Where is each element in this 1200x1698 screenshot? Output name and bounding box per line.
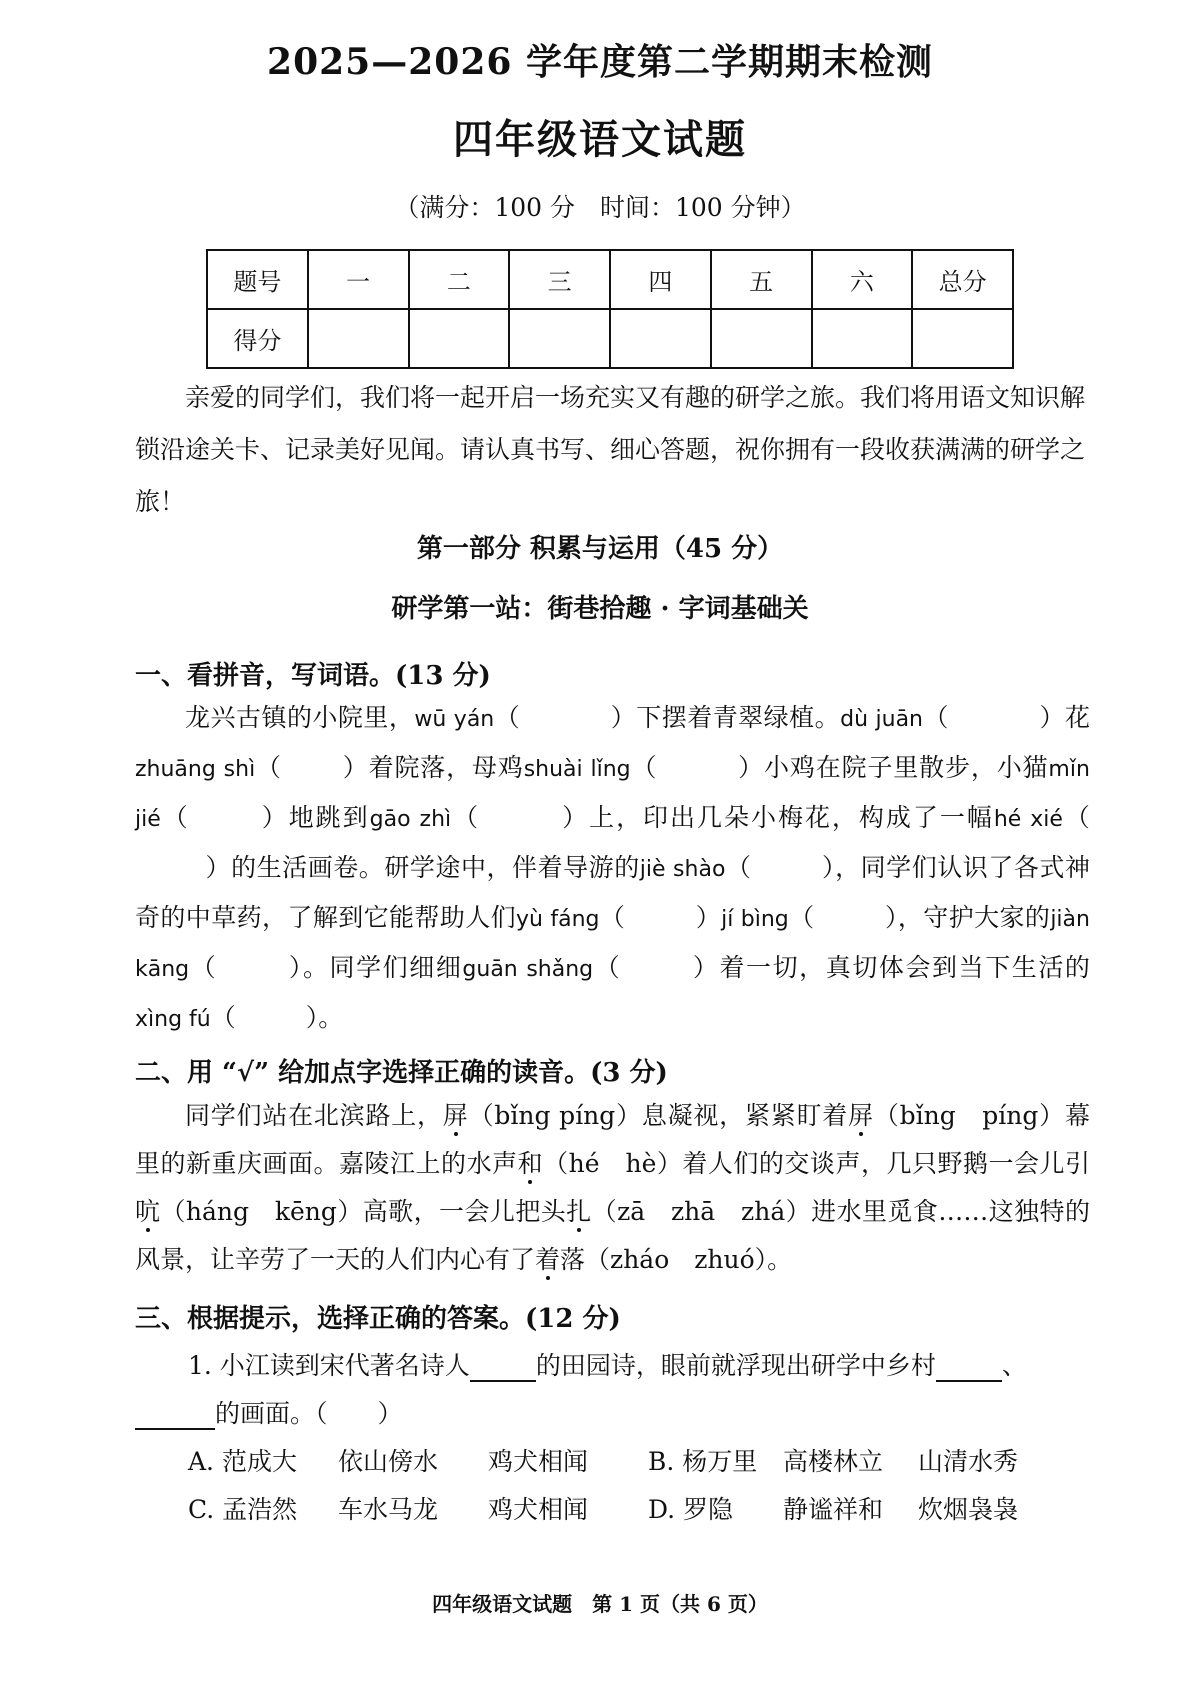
- score-header-cell: 五: [711, 250, 812, 309]
- score-cell[interactable]: [610, 309, 711, 368]
- score-cell[interactable]: [308, 309, 409, 368]
- q2-options[interactable]: （bǐng píng）息凝视，紧紧盯着: [468, 1101, 849, 1130]
- q2-text: 同学们站在北滨路上，: [185, 1101, 443, 1130]
- option-label[interactable]: A. 范成大: [188, 1447, 297, 1476]
- answer-underline[interactable]: [936, 1351, 1002, 1382]
- q1-text: 着一切，真切体会到当下生活的: [719, 953, 1090, 982]
- pinyin: mǐn jié: [135, 757, 1090, 832]
- q1-text: 。: [318, 1003, 344, 1032]
- score-header-cell: 一: [308, 250, 409, 309]
- pinyin: shuài lǐng: [523, 757, 631, 782]
- score-cell[interactable]: [711, 309, 812, 368]
- page-footer: 四年级语文试题 第 1 页（共 6 页）: [432, 1592, 768, 1616]
- q1-text: 龙兴古镇的小院里，: [185, 703, 415, 732]
- exam-meta: （满分：100 分 时间：100 分钟）: [394, 193, 806, 222]
- score-row-label: 得分: [207, 309, 308, 368]
- q1-text: 着院落，母鸡: [368, 753, 524, 782]
- q3-item1-line1: [188, 1346, 1027, 1382]
- q2-passage: [135, 1092, 1090, 1284]
- q1-text: 上，印出几朵小梅花，构成了一幅: [589, 803, 994, 832]
- score-cell[interactable]: [812, 309, 913, 368]
- option-text: 高楼林立: [783, 1447, 884, 1476]
- pinyin: jiè shào: [639, 857, 726, 882]
- pinyin: gāo zhì: [369, 807, 452, 832]
- pinyin: xìng fú: [135, 1007, 211, 1032]
- score-header-cell: 总分: [912, 250, 1013, 309]
- pinyin: zhuāng shì: [135, 757, 256, 782]
- q1-text: ，守护大家的: [897, 903, 1051, 932]
- option-label[interactable]: C. 孟浩然: [188, 1495, 298, 1524]
- score-header-cell: 三: [509, 250, 610, 309]
- score-table-header-row: [207, 250, 1013, 309]
- q1-text: 的生活画卷。研学途中，伴着导游的: [231, 853, 640, 882]
- q3-item1-line2: [135, 1394, 403, 1430]
- q2-options[interactable]: （háng kēng）高歌，一会儿把头: [160, 1197, 567, 1226]
- q3-item1-text: 1. 小江读到宋代著名诗人: [188, 1351, 470, 1380]
- pinyin: dù juān: [840, 707, 923, 732]
- part1-title: 第一部分 积累与运用（45 分）: [416, 534, 784, 564]
- exam-title: 2025—2026 学年度第二学期期末检测: [267, 41, 933, 83]
- score-table-score-row: [207, 309, 1013, 368]
- q1-text: 下摆着青翠绿植。: [636, 703, 841, 732]
- dotted-char: 扎: [566, 1197, 592, 1226]
- option-label[interactable]: D. 罗隐: [648, 1495, 734, 1524]
- score-cell[interactable]: [409, 309, 510, 368]
- pinyin: hé xié: [993, 807, 1063, 832]
- q1-text: ，同学们认识了各式神奇的中草药，了解到它能帮助人们: [135, 853, 1090, 932]
- dotted-char: 吭: [135, 1197, 161, 1226]
- dotted-char: 屏: [848, 1101, 874, 1130]
- dotted-char: 屏: [442, 1101, 469, 1130]
- answer-underline[interactable]: [135, 1399, 215, 1430]
- pinyin: yù fáng: [516, 907, 600, 932]
- q1-passage: 龙兴古镇的小院里，wū yán（ ）下摆着青翠绿植。dù juān（ ）花zhuāng shì（ ）着院落，母鸡shuài lǐng（ ）小鸡在院子里散步，小猫mǐn jié（ ）地跳到gāo zhì（ ）上，印出几朵小梅花，构成了一幅hé xié（）的生活画卷。研学途中，伴着导游的jiè shào（ ），同学们认识了各式神奇的中草药，了解到它能帮助人们yù fáng（ ）jí bìng（ ），守护大家的jiàn kāng（ ）。同学们细细guān shǎng（ ）着一切，真切体会到当下生活的xìng fú（ ）。: [135, 703, 1090, 1032]
- q1-text: 。同学们细细: [302, 953, 463, 982]
- q3-item1-text: 的画面。（ ）: [215, 1399, 403, 1428]
- q3-options-row: [188, 1442, 1018, 1478]
- option-text: 山清水秀: [918, 1447, 1019, 1476]
- q1-text: 小鸡在院子里散步，小猫: [764, 753, 1049, 782]
- pinyin: jí bìng: [721, 907, 789, 932]
- q3-item1-text: 、: [1001, 1351, 1027, 1380]
- option-label[interactable]: B. 杨万里: [648, 1447, 758, 1476]
- q3-item1-text: 的田园诗，眼前就浮现出研学中乡村: [535, 1351, 936, 1380]
- score-header-cell: 四: [610, 250, 711, 309]
- option-text: 鸡犬相闻: [488, 1447, 589, 1476]
- score-header-cell: 六: [812, 250, 913, 309]
- score-cell[interactable]: [509, 309, 610, 368]
- option-text: 鸡犬相闻: [488, 1495, 589, 1524]
- q1-text: 花: [1064, 703, 1090, 732]
- pinyin: jiàn kāng: [135, 907, 1090, 982]
- q3-title: 三、根据提示，选择正确的答案。(12 分): [135, 1304, 621, 1334]
- option-text: 静谧祥和: [783, 1495, 884, 1524]
- q2-title: 二、用 “√” 给加点字选择正确的读音。(3 分): [135, 1058, 668, 1088]
- q2-options[interactable]: （bǐng píng）幕里的新重庆画面。嘉陵江上的水声: [135, 1101, 1090, 1178]
- score-table: [206, 249, 1014, 369]
- answer-underline[interactable]: [470, 1351, 536, 1382]
- score-header-cell: 二: [409, 250, 510, 309]
- score-header-cell: 题号: [207, 250, 308, 309]
- q1-title: 一、看拼音，写词语。(13 分): [135, 661, 491, 691]
- q1-text: 地跳到: [288, 803, 370, 832]
- q2-options[interactable]: 落（zháo zhuó）。: [560, 1245, 793, 1274]
- q2-options[interactable]: （hé hè）着人们的交谈声，几只野鹅一会儿引: [543, 1149, 1090, 1178]
- score-cell[interactable]: [912, 309, 1013, 368]
- option-text: 车水马龙: [338, 1495, 439, 1524]
- q2-options[interactable]: （zā zhā zhá）进水里觅食……这独特的风景，让辛劳了一天的人们内心有了: [135, 1197, 1090, 1274]
- exam-subtitle: 四年级语文试题: [453, 116, 747, 163]
- dotted-char: 和: [517, 1149, 544, 1178]
- pinyin: wū yán: [414, 707, 495, 732]
- dotted-char: 着: [535, 1245, 561, 1274]
- option-text: 依山傍水: [338, 1447, 439, 1476]
- q3-options-row: [188, 1490, 1018, 1526]
- station1-title: 研学第一站：街巷拾趣 · 字词基础关: [391, 594, 809, 624]
- pinyin: guān shǎng: [462, 957, 594, 982]
- intro-paragraph: 亲爱的同学们，我们将一起开启一场充实又有趣的研学之旅。我们将用语文知识解锁沿途关卡、记录美好见闻。请认真书写、细心答题，祝你拥有一段收获满满的研学之旅！: [135, 383, 1086, 516]
- option-text: 炊烟袅袅: [918, 1495, 1019, 1524]
